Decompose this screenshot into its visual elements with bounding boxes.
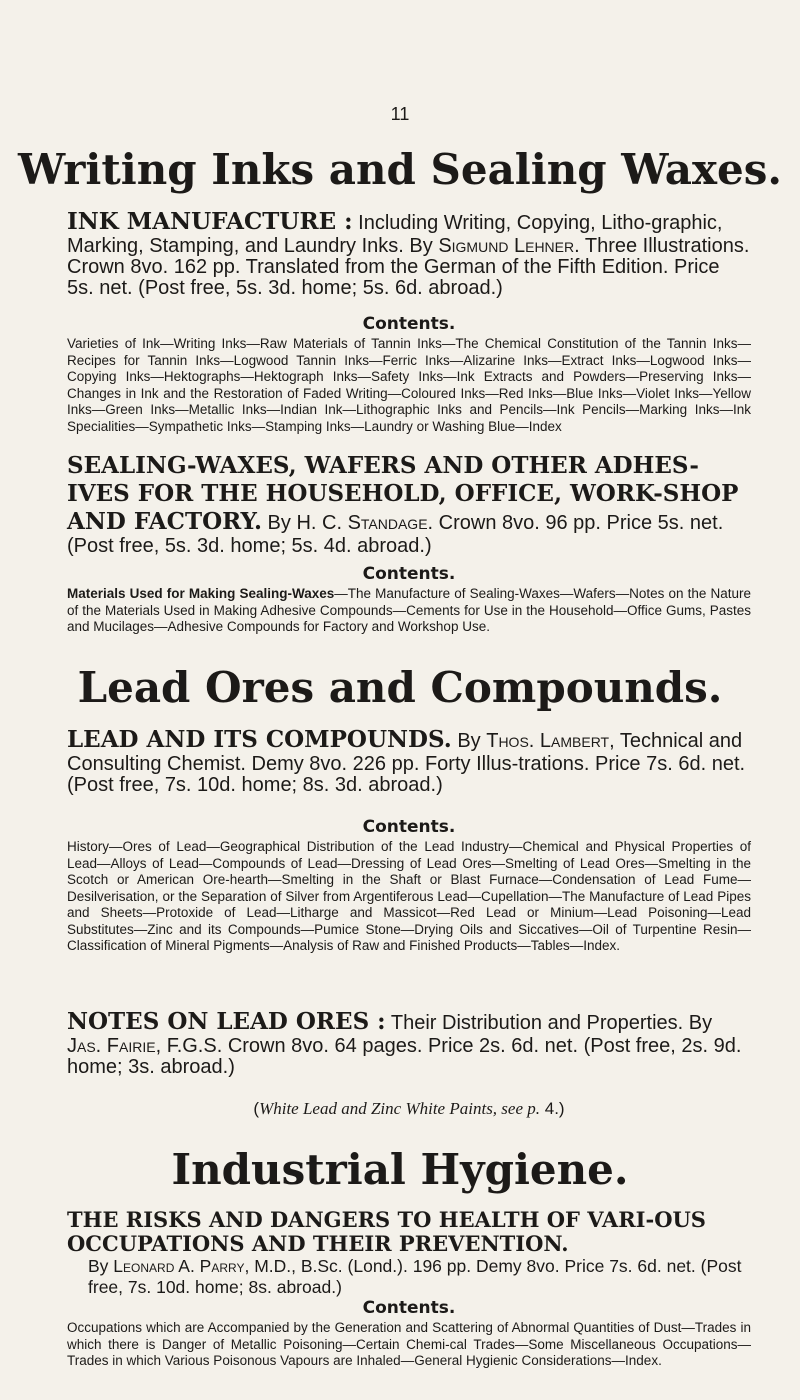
book-title: INK MANUFACTURE : — [67, 208, 353, 235]
contents-text: Varieties of Ink—Writing Inks—Raw Materials of Tannin Inks—The Chemical Constitution of the Tannin Inks—Recipes for Tannin Inks—Logwood Tannin Inks—Ferric Inks—Alizarine Inks—Extract Inks—Logwood Inks—Copying Inks—Hektographs—Hektograph Inks—Safety Inks—Ink Extracts and Powders—Preserving Inks—Changes in Ink and the Restoration of Faded Writing—Coloured Inks—Red Inks—Blue Inks—Violet Inks—Yellow Inks—Green Inks—Metallic Inks—Indian Ink—Lithographic Inks and Pencils—Ink Pencils—Marking Inks—Ink Specialities—Sympathetic Inks—Stamping Inks—Laundry or Washing Blue—Index — [67, 336, 751, 434]
contents-heading: Contents. — [362, 1298, 456, 1318]
page-number: 11 — [390, 104, 410, 124]
author-name: Thos. Lambert, — [486, 730, 615, 752]
contents-block-ink — [67, 312, 751, 435]
book-title: LEAD AND ITS COMPOUNDS. — [67, 726, 452, 753]
author-name: Jas. Fairie, — [67, 1035, 162, 1057]
book-entry-ink-manufacture — [67, 208, 751, 299]
book-entry-sealing-waxes — [67, 452, 751, 557]
book-description: By Leonard A. Parry, M.D., B.Sc. (Lond.). 196 pp. Demy 8vo. Price 7s. 6d. net. (Post free, 7s. 10d. home; 8s. abroad.) — [88, 1256, 742, 1297]
section-heading-inks: Writing Inks and Sealing Waxes. — [18, 145, 782, 194]
contents-block-hygiene — [67, 1296, 751, 1370]
contents-text: Materials Used for Making Sealing-Waxes—The Manufacture of Sealing-Waxes—Wafers—Notes on the Nature of the Materials Used in Making Adhesive Compounds—Cements for Use in the Household—Office Gums, Pastes and Mucilages—Adhesive Compounds for Factory and Workshop Use. — [67, 586, 752, 634]
section-heading-lead: Lead Ores and Compounds. — [77, 663, 723, 712]
author-name: Sigmund Lehner. — [438, 235, 580, 257]
contents-block-lead — [67, 815, 751, 955]
contents-heading: Contents. — [362, 314, 456, 334]
book-entry-risks-dangers — [67, 1208, 751, 1298]
section-heading-hygiene: Industrial Hygiene. — [171, 1145, 629, 1194]
contents-heading: Contents. — [362, 817, 456, 837]
contents-text: Occupations which are Accompanied by the Generation and Scattering of Abnormal Quantities of Dust—Trades in which there is Danger of Metallic Poisoning—Certain Chemi-cal Trades—Some Miscellaneous Occupations—Trades in which Various Poisonous Vapours are Inhaled—General Hygienic Considerations—Index. — [67, 1320, 751, 1368]
author-name: Standage. — [347, 512, 434, 534]
book-description: By Thos. Lambert, Technical and Consulting Chemist. Demy 8vo. 226 pp. Forty Illus-trations. Price 7s. 6d. net. (Post free, 7s. 10d. home; 8s. 3d. abroad.) — [67, 730, 746, 796]
contents-block-sealing — [67, 562, 751, 636]
book-description: Their Distribution and Properties. By Jas. Fairie, F.G.S. Crown 8vo. 64 pages. Price 2s. 6d. net. (Post free, 2s. 9d. home; 3s. abroad.) — [67, 1012, 742, 1078]
book-title: SEALING-WAXES, WAFERS AND OTHER ADHES-IVES FOR THE HOUSEHOLD, OFFICE, WORK-SHOP AND FACTORY. — [67, 452, 739, 535]
book-description: By H. C. Standage. Crown 8vo. 96 pp. Price 5s. net. (Post free, 5s. 3d. home; 5s. 4d. abroad.) — [67, 512, 724, 557]
cross-reference: (White Lead and Zinc White Paints, see p. 4.) — [253, 1099, 565, 1118]
book-title: THE RISKS AND DANGERS TO HEALTH OF VARI-OUS OCCUPATIONS AND THEIR PREVENTION. — [67, 1207, 706, 1256]
contents-text: History—Ores of Lead—Geographical Distribution of the Lead Industry—Chemical and Physical Properties of Lead—Alloys of Lead—Compounds of Lead—Dressing of Lead Ores—Smelting of Lead Ores—Smelting in the Scotch or American Ore-hearth—Smelting in the Shaft or Blast Furnace—Condensation of Lead Fume—Desilverisation, or the Separation of Silver from Argentiferous Lead—Cupellation—The Manufacture of Lead Pipes and Sheets—Protoxide of Lead—Litharge and Massicot—Red Lead or Minium—Lead Poisoning—Lead Substitutes—Zinc and its Compounds—Pumice Stone—Drying Oils and Siccatives—Oil of Turpentine Resin—Classification of Mineral Pigments—Analysis of Raw and Finished Products—Tables—Index. — [67, 839, 751, 953]
book-description: Including Writing, Copying, Litho-graphic, Marking, Stamping, and Laundry Inks. By Sigmund Lehner. Three Illustrations. Crown 8vo. 162 pp. Translated from the German of the Fifth Edition. Price 5s. net. (Post free, 5s. 3d. home; 5s. 6d. abroad.) — [67, 212, 750, 299]
author-name: Leonard A. Parry, — [113, 1256, 250, 1276]
book-entry-lead-compounds — [67, 726, 751, 796]
book-entry-notes-lead-ores — [67, 1008, 751, 1078]
contents-heading: Contents. — [362, 564, 456, 584]
book-title: NOTES ON LEAD ORES : — [67, 1008, 386, 1035]
